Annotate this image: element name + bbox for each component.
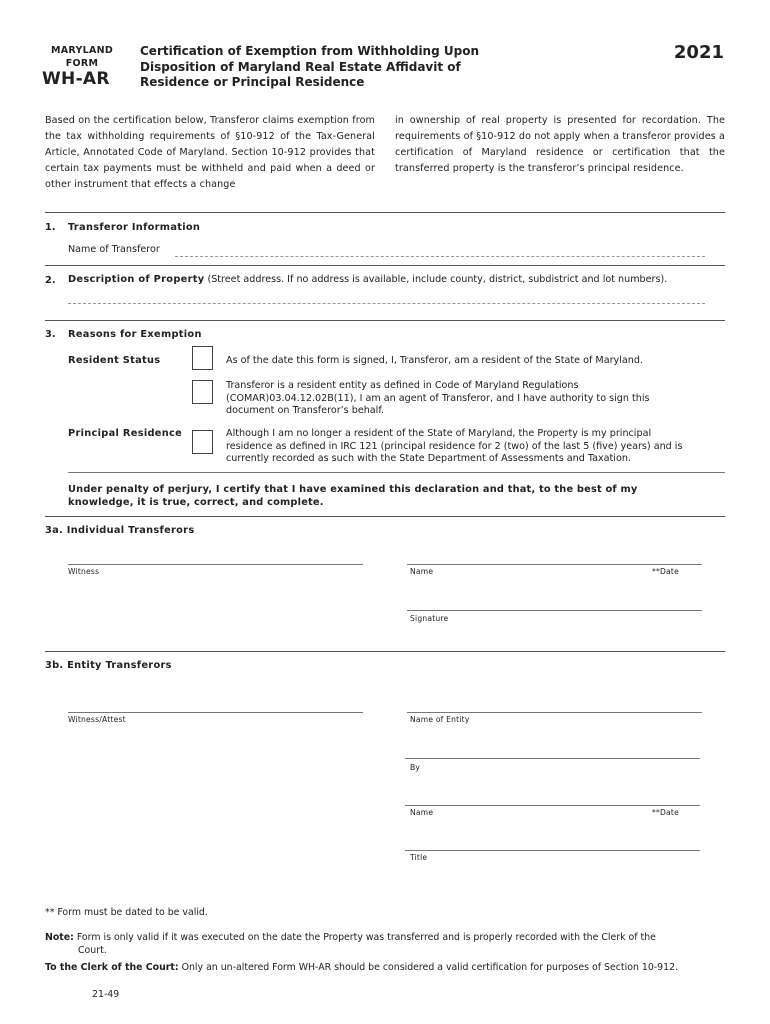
option-3-line-1: Although I am no longer a resident of the State of Maryland, the Property is my principal (226, 428, 652, 439)
transferor-name-label: Name of Transferor (68, 244, 160, 255)
section-2-title: Description of Property (68, 274, 205, 285)
principal-residence-label: Principal Residence (68, 428, 183, 439)
option-2-text (226, 380, 716, 418)
option-2-line-2: (COMAR)03.04.12.02B(11), I am an agent of Transferor, and I have authority to sign this (226, 392, 650, 404)
divider (45, 212, 725, 213)
clerk-label: To the Clerk of the Court: (45, 962, 179, 973)
form-state-label (40, 44, 124, 70)
signature-line[interactable] (407, 610, 702, 611)
witness-attest-label: Witness/Attest (68, 715, 126, 724)
form-word: FORM (65, 58, 99, 69)
property-description-field[interactable] (68, 290, 705, 304)
intro-left-column: Based on the certification below, Transferor claims exemption from the tax withholding requirements of §10-912 of the Tax-General Article, Annotated Code of Maryland. Section 10-912 provides that certain tax payments must be withheld and paid when a deed or other instrument that effects a change (45, 115, 375, 190)
form-title (140, 44, 540, 91)
section-3b-title: 3b. Entity Transferors (45, 660, 172, 671)
divider (45, 651, 725, 652)
clerk-text: Only an un-altered Form WH-AR should be considered a valid certification for purposes of Section 10-912. (181, 962, 679, 973)
resident-checkbox[interactable] (192, 346, 213, 370)
section-1-title: Transferor Information (68, 222, 201, 233)
option-3-text (226, 428, 721, 466)
witness-label: Witness (68, 567, 100, 576)
clerk-note (45, 962, 678, 975)
divider (45, 516, 725, 517)
perjury-line-1: Under penalty of perjury, I certify that I have examined this declaration and that, to the best of my (68, 484, 638, 495)
entity-name-line[interactable] (407, 712, 702, 713)
section-2-hint: (Street address. If no address is available, include county, district, subdistrict and lot numbers). (207, 274, 668, 285)
note-line-1: Form is only valid if it was executed on the date the Property was transferred and is properly recorded with the Clerk of the (76, 932, 656, 943)
witness-signature-line[interactable] (68, 564, 363, 565)
by-line[interactable] (405, 758, 700, 759)
dated-note: ** Form must be dated to be valid. (45, 907, 208, 918)
entity-date-label: **Date (652, 808, 679, 817)
perjury-line-2: knowledge, it is true, correct, and complete. (68, 496, 324, 508)
title-line[interactable] (405, 850, 700, 851)
principal-residence-checkbox[interactable] (192, 430, 213, 454)
title-line-1: Certification of Exemption from Withholding Upon (140, 44, 479, 58)
divider (45, 265, 725, 266)
section-1-number: 1. (45, 222, 56, 233)
note-label: Note: (45, 932, 74, 943)
entity-agent-name-label: Name (410, 808, 434, 817)
divider (68, 472, 725, 473)
form-year: 2021 (673, 42, 724, 63)
resident-status-label: Resident Status (68, 355, 161, 366)
section-3-title: Reasons for Exemption (68, 329, 202, 340)
resident-entity-checkbox[interactable] (192, 380, 213, 404)
name-label: Name (410, 567, 434, 576)
transferor-name-field[interactable] (175, 243, 705, 257)
name-line[interactable] (407, 564, 702, 565)
option-3-line-2: residence as defined in IRC 121 (principal residence for 2 (two) of the last 5 (five) years) and is (226, 440, 683, 452)
form-code: WH-AR (42, 69, 110, 89)
title-line-2: Disposition of Maryland Real Estate Affidavit of (140, 59, 461, 74)
witness-attest-line[interactable] (68, 712, 363, 713)
option-3-line-3: currently recorded as such with the State Department of Assessments and Taxation. (226, 453, 631, 464)
option-1-text: As of the date this form is signed, I, Transferor, am a resident of the State of Maryland. (226, 355, 643, 366)
note-line-2: Court. (78, 944, 107, 956)
divider (45, 320, 725, 321)
by-label: By (410, 763, 421, 772)
state-name: MARYLAND (50, 45, 114, 56)
section-3a-title: 3a. Individual Transferors (45, 525, 195, 536)
option-2-line-3: document on Transferor’s behalf. (226, 405, 385, 416)
date-label: **Date (652, 567, 679, 576)
entity-name-label: Name of Entity (410, 715, 470, 724)
option-2-line-1: Transferor is a resident entity as defined in Code of Maryland Regulations (226, 380, 579, 391)
title-line-3: Residence or Principal Residence (140, 75, 365, 89)
section-2-number: 2. (45, 275, 56, 286)
entity-agent-name-line[interactable] (405, 805, 700, 806)
perjury-statement (68, 484, 638, 509)
section-2-heading (68, 274, 728, 287)
title-label: Title (410, 853, 428, 862)
intro-right-column: in ownership of real property is presented for recordation. The requirements of §10-912 do not apply when a transferor provides a certification of Maryland residence or certification that the transferred property is the transferor’s principal residence. (395, 115, 725, 174)
signature-label: Signature (410, 614, 449, 623)
validity-note (45, 932, 730, 957)
section-3-number: 3. (45, 329, 56, 340)
form-number: 21-49 (92, 989, 120, 1000)
